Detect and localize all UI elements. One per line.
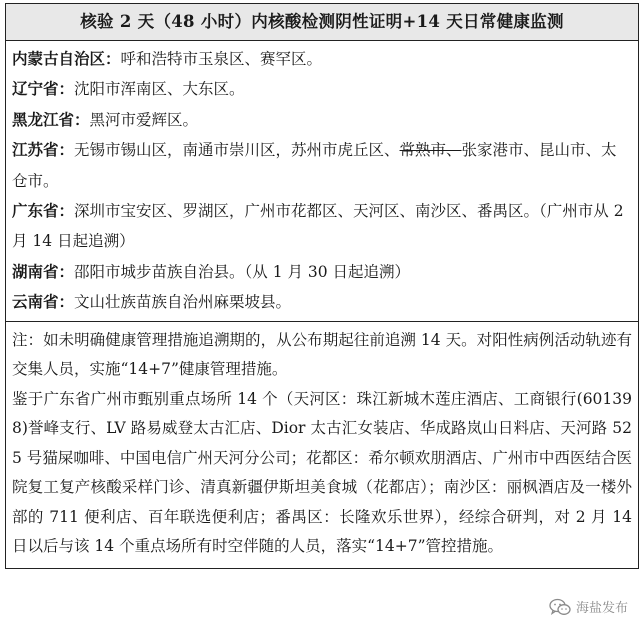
source-watermark <box>547 596 630 617</box>
province-label: 云南省： <box>12 292 75 312</box>
province-label: 黑龙江省： <box>12 109 90 129</box>
title-row <box>6 4 639 41</box>
table-title: 核验 2 天（48 小时）内核酸检测阴性证明+14 天日常健康监测 <box>6 4 639 41</box>
region-areas: 黑河市爱辉区。 <box>89 110 199 129</box>
region-line-jiangsu <box>12 135 632 196</box>
region-areas: 邵阳市城步苗族自治县。（从 1 月 30 日起追溯） <box>74 262 411 281</box>
region-line-liaoning <box>12 74 632 104</box>
watermark-text: 海盐发布 <box>575 601 628 616</box>
region-areas-continued: 张家港市、昆山市、太仓市。 <box>12 141 617 190</box>
regions-row <box>6 41 639 322</box>
province-label: 湖南省： <box>12 261 75 281</box>
province-label: 内蒙古自治区： <box>12 49 121 68</box>
note-paragraph-1: 注：如未明确健康管理措施追溯期的，从公布期起往前追溯 14 天。对阳性病例活动轨迹有交集人员，实施“14+7”健康管理措施。 <box>12 330 632 379</box>
region-line-inner-mongolia <box>12 44 632 74</box>
region-areas: 文山壮族苗族自治州麻栗坡县。 <box>74 293 292 312</box>
region-areas: 呼和浩特市玉泉区、赛罕区。 <box>120 50 323 68</box>
region-line-yunnan <box>12 287 632 317</box>
province-label: 广东省： <box>12 201 75 221</box>
regions-cell <box>6 41 639 322</box>
wechat-icon <box>549 598 571 616</box>
region-areas: 沈阳市浑南区、大东区。 <box>74 80 245 99</box>
province-label: 江苏省： <box>12 140 75 160</box>
notes-row <box>6 321 639 568</box>
notes-cell <box>6 321 639 568</box>
region-areas: 无锡市锡山区，南通市崇川区，苏州市虎丘区、 <box>74 141 400 160</box>
region-line-guangdong <box>12 196 632 257</box>
struck-area: 常熟市、 <box>399 141 462 160</box>
region-line-hunan <box>12 257 632 287</box>
health-monitoring-table <box>5 3 639 569</box>
region-areas: 深圳市宝安区、罗湖区，广州市花都区、天河区、南沙区、番禺区。（广州市从 2 月 14 日起追溯） <box>12 202 624 251</box>
note-paragraph-2: 鉴于广东省广州市甄别重点场所 14 个（天河区：珠江新城木莲庄酒店、工商银行(601398)誉峰支行、LV 路易威登太古汇店、Dior 太古汇女装店、华成路岚山日料店、天河路 525 号猫屎咖啡、中国电信广州天河分公司；花都区：希尔顿欢朋酒店、广州市中西医结合医院复工复产核酸采样门诊、清真新疆伊斯坦美食城（花都店）；南沙区：丽枫酒店及一楼外部的 711 便利店、百年联选便利店；番禺区：长隆欢乐世界），经综合研判，对 2 月 14 日以后与该 14 个重点场所有时空伴随的人员，落实“14+7”管控措施。 <box>12 389 632 556</box>
province-label: 辽宁省： <box>12 79 75 99</box>
region-line-heilongjiang <box>12 105 632 135</box>
